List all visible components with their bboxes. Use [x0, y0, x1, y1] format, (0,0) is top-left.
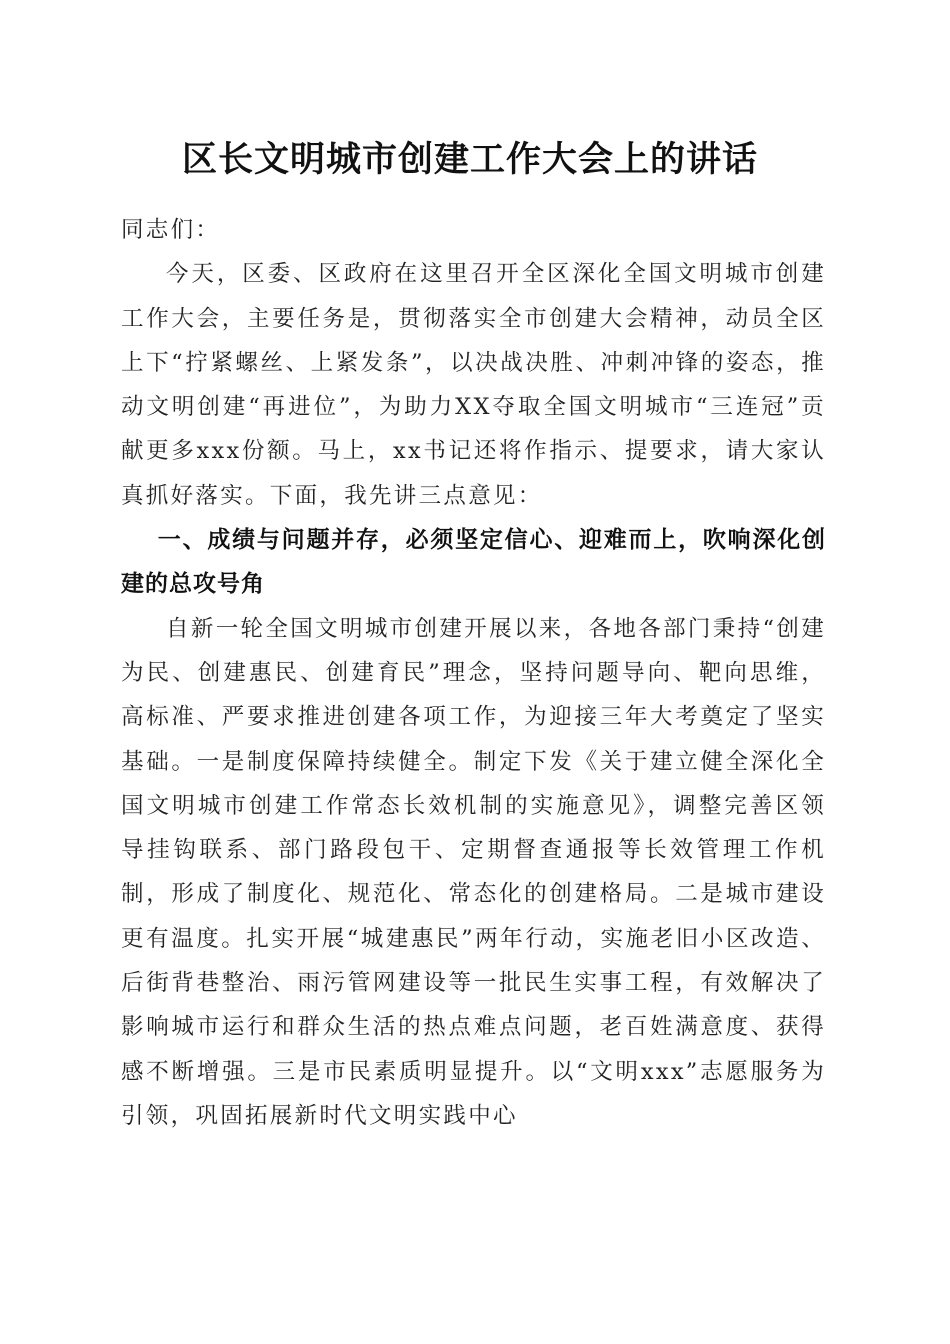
- document-body: [121, 208, 826, 1138]
- paragraph-achievements: 自新一轮全国文明城市创建开展以来，各地各部门秉持“创建为民、创建惠民、创建育民”理念，坚持问题导向、靶向思维，高标准、严要求推进创建各项工作，为迎接三年大考奠定了坚实基础。一是制度保障持续健全。制定下发《关于建立健全深化全国文明城市创建工作常态长效机制的实施意见》，调整完善区领导挂钩联系、部门路段包干、定期督查通报等长效管理工作机制，形成了制度化、规范化、常态化的创建格局。二是城市建设更有温度。扎实开展“城建惠民”两年行动，实施老旧小区改造、后街背巷整治、雨污管网建设等一批民生实事工程，有效解决了影响城市运行和群众生活的热点难点问题，老百姓满意度、获得感不断增强。三是市民素质明显提升。以“文明xxx”志愿服务为引领，巩固拓展新时代文明实践中心: [121, 615, 826, 1129]
- paragraph-intro: 今天，区委、区政府在这里召开全区深化全国文明城市创建工作大会，主要任务是，贯彻落实全市创建大会精神，动员全区上下“拧紧螺丝、上紧发条”，以决战决胜、冲刺冲锋的姿态，推动文明创建“再进位”，为助力XX夺取全国文明城市“三连冠”贡献更多xxx份额。马上，xx书记还将作指示、提要求，请大家认真抓好落实。下面，我先讲三点意见：: [121, 261, 826, 509]
- salutation: 同志们：: [121, 217, 221, 243]
- document-title: 区长文明城市创建工作大会上的讲话: [181, 139, 758, 180]
- section-heading-1: 一、成绩与问题并存，必须坚定信心、迎难而上，吹响深化创建的总攻号角: [121, 527, 826, 598]
